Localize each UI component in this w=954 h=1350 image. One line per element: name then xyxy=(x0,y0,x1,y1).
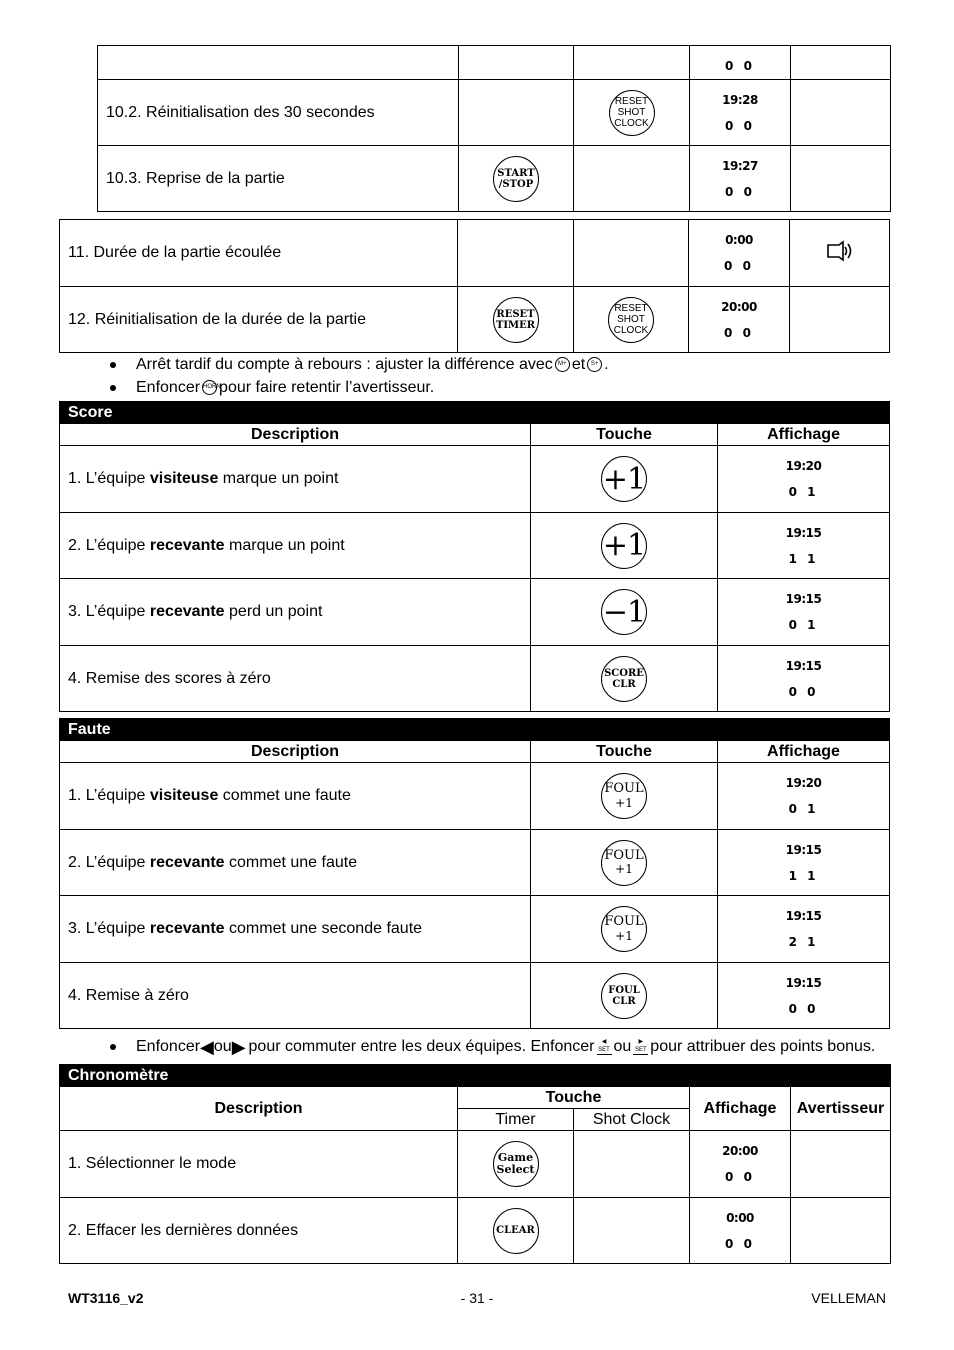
table-row xyxy=(60,1131,891,1198)
column-header: Timer xyxy=(458,1109,574,1131)
display-value: 19:20 0 1 xyxy=(718,763,890,830)
list-item: Enfoncer HORN pour faire retentir l’avertisseur. xyxy=(110,376,609,399)
display-value: 19:15 1 1 xyxy=(718,830,890,896)
display-value: 19:15 0 0 xyxy=(718,646,890,712)
row-description: 1. Sélectionner le mode xyxy=(60,1131,458,1198)
table-row xyxy=(60,763,890,830)
column-header: Touche xyxy=(531,741,718,763)
display-value: 0:00 0 0 xyxy=(689,220,790,287)
row-description: 2. Effacer les dernières données xyxy=(60,1198,458,1264)
column-header: Touche xyxy=(531,424,718,446)
row-description: 3. L’équipe recevante perd un point xyxy=(60,579,531,646)
section-title: Faute xyxy=(60,719,890,741)
display-value: 19:28 0 0 xyxy=(690,80,791,146)
footer-left: WT3116_v2 xyxy=(68,1290,144,1306)
display-value: 20:00 0 0 xyxy=(690,1131,791,1198)
table-row xyxy=(60,830,890,896)
page-number: - 31 - xyxy=(460,1290,494,1306)
footer-right: VELLEMAN xyxy=(811,1290,886,1306)
column-header: Shot Clock xyxy=(574,1109,690,1131)
table-row xyxy=(60,963,890,1029)
bullet xyxy=(110,385,116,391)
score-table xyxy=(59,401,890,712)
set-right-icon: ▶ SET xyxy=(634,1039,647,1053)
timer-table xyxy=(59,219,890,353)
display-value: 20:00 0 0 xyxy=(689,287,790,353)
display-value: 19:15 0 0 xyxy=(718,963,890,1029)
column-header: Touche xyxy=(458,1087,690,1109)
table-row xyxy=(60,287,890,353)
horn-icon xyxy=(825,240,855,262)
start-stop-button[interactable]: START /STOP xyxy=(493,156,539,202)
row-description: 4. Remise des scores à zéro xyxy=(60,646,531,712)
column-header: Affichage xyxy=(718,741,890,763)
m-plus-icon: M+ xyxy=(555,357,570,372)
display-value: 19:15 0 1 xyxy=(718,579,890,646)
row-description: 12. Réinitialisation de la durée de la partie xyxy=(60,287,458,353)
table-row xyxy=(60,220,890,287)
table-row xyxy=(60,896,890,963)
top-table xyxy=(97,45,891,212)
row-description: 4. Remise à zéro xyxy=(60,963,531,1029)
foul-plus-one-button[interactable]: FOUL +1 xyxy=(601,773,647,819)
display-value: 0 0 xyxy=(690,46,791,80)
bullet xyxy=(110,362,116,368)
column-header: Description xyxy=(60,741,531,763)
column-header: Avertisseur xyxy=(791,1087,891,1131)
row-description: 11. Durée de la partie écoulée xyxy=(60,220,458,287)
triangle-right-icon: ▶ xyxy=(231,1036,246,1057)
notes-list xyxy=(110,353,609,399)
table-row xyxy=(60,1198,891,1264)
column-header: Affichage xyxy=(690,1087,791,1131)
display-value: 19:15 1 1 xyxy=(718,513,890,579)
table-row xyxy=(98,80,891,146)
row-description: 10.3. Reprise de la partie xyxy=(98,146,459,212)
column-header: Description xyxy=(60,1087,458,1131)
table-row xyxy=(60,513,890,579)
foul-clear-button[interactable]: FOUL CLR xyxy=(601,973,647,1019)
foul-table xyxy=(59,718,890,1029)
table-row xyxy=(60,579,890,646)
row-description: 2. L’équipe recevante commet une faute xyxy=(60,830,531,896)
foul-plus-one-button[interactable]: FOUL +1 xyxy=(601,906,647,952)
triangle-left-icon: ◀ xyxy=(200,1036,214,1057)
plus-one-button[interactable]: +1 xyxy=(601,456,647,502)
clear-button[interactable]: CLEAR xyxy=(493,1208,539,1254)
row-description xyxy=(98,46,459,80)
set-left-icon: ◀ SET xyxy=(598,1039,610,1053)
foul-plus-one-button[interactable]: FOUL +1 xyxy=(601,840,647,886)
row-description: 3. L’équipe recevante commet une seconde faute xyxy=(60,896,531,963)
s-plus-icon: S+ xyxy=(587,357,602,372)
row-description: 1. L’équipe visiteuse marque un point xyxy=(60,446,531,513)
row-description: 1. L’équipe visiteuse commet une faute xyxy=(60,763,531,830)
game-select-button[interactable]: Game Select xyxy=(493,1141,539,1187)
reset-shot-clock-button[interactable]: RESET SHOT CLOCK xyxy=(609,90,655,136)
display-value: 19:15 2 1 xyxy=(718,896,890,963)
display-value: 19:27 0 0 xyxy=(690,146,791,212)
table-row xyxy=(98,146,891,212)
minus-one-button[interactable]: −1 xyxy=(601,589,647,635)
reset-shot-clock-button[interactable]: RESET SHOT CLOCK xyxy=(608,297,654,343)
list-item: Arrêt tardif du compte à rebours : ajuster la différence avec M+ et S+ . xyxy=(110,353,609,376)
chrono-table xyxy=(59,1064,891,1264)
plus-one-button[interactable]: +1 xyxy=(601,523,647,569)
reset-timer-button[interactable]: RESET TIMER xyxy=(493,297,539,343)
list-item: Enfoncer ◀ ou ▶ pour commuter entre les deux équipes. Enfoncer ◀ SET ou ▶ SET pour attribuer des points bonus. xyxy=(110,1035,875,1058)
bullet xyxy=(110,1044,116,1050)
row-description: 10.2. Réinitialisation des 30 secondes xyxy=(98,80,459,146)
section-title: Chronomètre xyxy=(60,1065,891,1087)
row-description: 2. L’équipe recevante marque un point xyxy=(60,513,531,579)
display-value: 0:00 0 0 xyxy=(690,1198,791,1264)
column-header: Affichage xyxy=(718,424,890,446)
notes-list xyxy=(110,1035,875,1058)
display-value: 19:20 0 1 xyxy=(718,446,890,513)
column-header: Description xyxy=(60,424,531,446)
horn-button-icon: HORN xyxy=(202,380,217,395)
table-row xyxy=(60,446,890,513)
section-title: Score xyxy=(60,402,890,424)
score-clear-button[interactable]: SCORE CLR xyxy=(601,656,647,702)
table-row xyxy=(98,46,891,80)
table-row xyxy=(60,646,890,712)
